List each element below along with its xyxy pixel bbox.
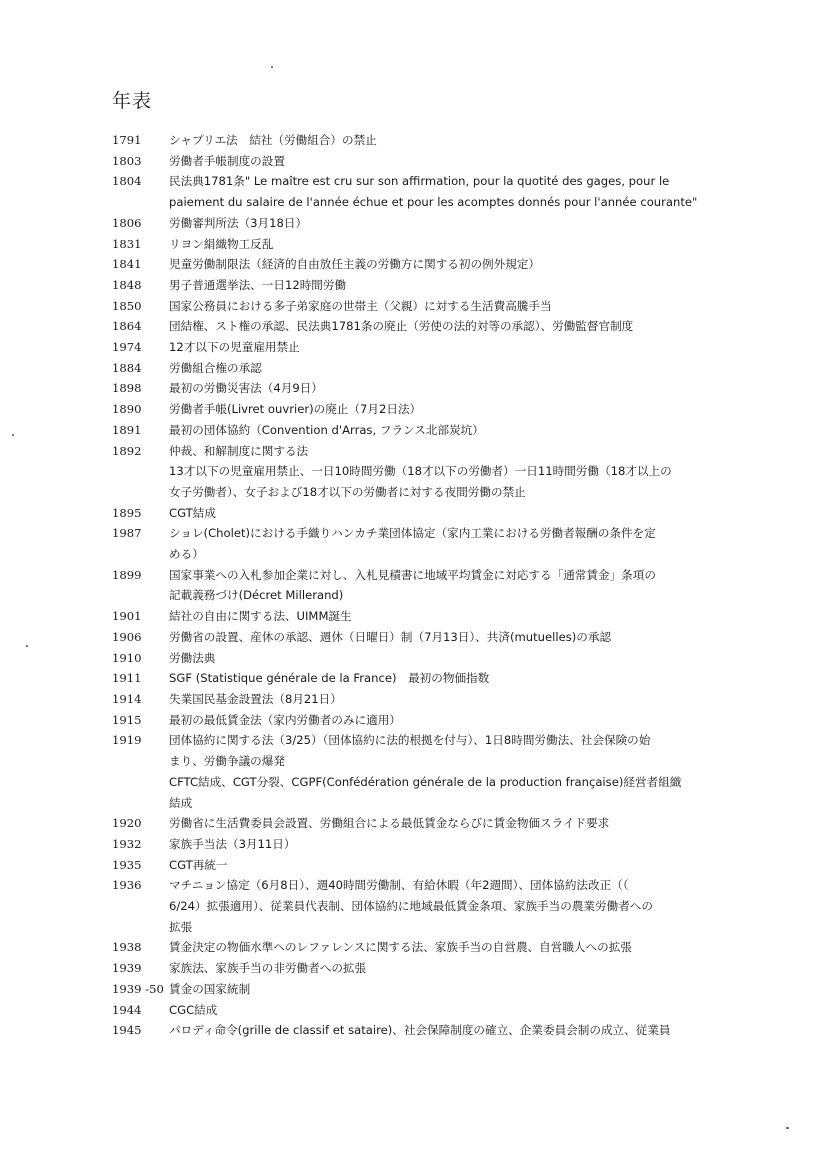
entry-line: 労働者手帳制度の設置 bbox=[169, 153, 285, 168]
scan-speck bbox=[786, 1127, 789, 1129]
entry-line: 結成 bbox=[169, 795, 193, 810]
entry-year: 1864 bbox=[112, 319, 142, 334]
timeline-entry bbox=[112, 130, 772, 151]
entry-text bbox=[169, 130, 772, 151]
timeline-entry bbox=[112, 275, 772, 296]
entry-text bbox=[169, 648, 772, 669]
entry-text bbox=[169, 813, 772, 834]
entry-year: 1935 bbox=[112, 857, 142, 872]
entry-year: 1938 bbox=[112, 940, 142, 955]
entry-line: 民法典1781条" Le maître est cru sur son affirmation, pour la quotité des gages, pour le bbox=[169, 174, 670, 189]
timeline-entry bbox=[112, 875, 772, 937]
entry-line: 最初の団体協約（Convention d'Arras, フランス北部炭坑） bbox=[169, 422, 484, 437]
entry-line: 団結権、スト権の承認、民法典1781条の廃止（労使の法的対等の承認）、労働監督官制度 bbox=[169, 319, 634, 334]
entry-year: 1831 bbox=[112, 236, 142, 251]
entry-line: 男子普通選挙法、一日12時間労働 bbox=[169, 277, 347, 292]
entry-line: 13才以下の児童雇用禁止、一日10時間労働（18才以下の労働者）一日11時間労働（18才以上の bbox=[169, 464, 672, 479]
entry-line: SGF (Statistique générale de la France) 最初の物価指数 bbox=[169, 671, 490, 686]
timeline-entry bbox=[112, 1000, 772, 1021]
entry-line: まり、労働争議の爆発 bbox=[169, 754, 285, 769]
entry-line: CFTC結成、CGT分裂、CGPF(Confédération générale de la production française)経営者組織 bbox=[169, 774, 682, 789]
entry-text bbox=[169, 565, 772, 606]
entry-text bbox=[169, 958, 772, 979]
entry-line: 国家事業への入札参加企業に対し、入札見積書に地域平均賃金に対応する「通常賃金」条項の bbox=[169, 567, 656, 582]
entry-text bbox=[169, 234, 772, 255]
entry-line: める） bbox=[169, 547, 204, 562]
entry-line: 労働法典 bbox=[169, 650, 216, 665]
entry-line: 仲裁、和解制度に関する法 bbox=[169, 443, 309, 458]
entry-line: パロディ命令(grille de classif et sataire)、社会保障制度の確立、企業委員会制の成立、従業員 bbox=[169, 1023, 671, 1038]
entry-line: シャプリエ法 結社（労働組合）の禁止 bbox=[169, 133, 377, 147]
entry-text bbox=[169, 1000, 772, 1021]
timeline-entry bbox=[112, 316, 772, 337]
entry-line: 最初の労働災害法（4月9日） bbox=[169, 381, 323, 396]
entry-line: 児童労働制限法（経済的自由放任主義の労働方に関する初の例外規定） bbox=[169, 257, 541, 272]
entry-year: 1791 bbox=[112, 133, 142, 147]
entry-year: 1895 bbox=[112, 505, 142, 520]
timeline-entry bbox=[112, 1020, 772, 1041]
timeline-entry bbox=[112, 213, 772, 234]
entry-text bbox=[169, 875, 772, 937]
entry-text bbox=[169, 1020, 772, 1041]
timeline-entry bbox=[112, 171, 772, 212]
page-title: 年表 bbox=[112, 90, 153, 112]
entry-text bbox=[169, 523, 772, 564]
timeline-entry bbox=[112, 689, 772, 710]
entry-line: マチニョン協定（6月8日）、週40時間労働制、有給休暇（年2週間）、団体協約法改正（（ bbox=[169, 878, 629, 893]
timeline-entry bbox=[112, 358, 772, 379]
entry-year: 1919 bbox=[112, 733, 142, 748]
timeline-entry bbox=[112, 420, 772, 441]
entry-text bbox=[169, 296, 772, 317]
entry-line: 労働審判所法（3月18日） bbox=[169, 215, 308, 230]
timeline-entry bbox=[112, 254, 772, 275]
entry-year: 1890 bbox=[112, 402, 142, 417]
entry-year: 1914 bbox=[112, 691, 142, 706]
entry-text bbox=[169, 316, 772, 337]
timeline-entry bbox=[112, 813, 772, 834]
entry-text bbox=[169, 441, 772, 503]
entry-line: 労働省に生活費委員会設置、労働組合による最低賃金ならびに賃金物価スライド要求 bbox=[169, 816, 610, 831]
entry-line: 拡張 bbox=[169, 919, 193, 934]
entry-text bbox=[169, 627, 772, 648]
entry-text bbox=[169, 378, 772, 399]
entry-year: 1932 bbox=[112, 836, 142, 851]
entry-text bbox=[169, 420, 772, 441]
entry-year: 1910 bbox=[112, 650, 142, 665]
timeline-entry bbox=[112, 937, 772, 958]
entry-year: 1939 bbox=[112, 961, 142, 976]
entry-text bbox=[169, 979, 772, 1000]
timeline-entry bbox=[112, 648, 772, 669]
entry-year: 1891 bbox=[112, 422, 142, 437]
entry-line: 12才以下の児童雇用禁止 bbox=[169, 340, 300, 355]
entry-year: 1906 bbox=[112, 629, 142, 644]
entry-line: CGT再統一 bbox=[169, 857, 228, 872]
entry-year: 1804 bbox=[112, 174, 142, 189]
entry-line: CGC結成 bbox=[169, 1002, 218, 1017]
timeline-entry bbox=[112, 296, 772, 317]
timeline-entry bbox=[112, 979, 772, 1000]
entry-year: 1920 bbox=[112, 816, 142, 831]
entry-year: 1939 -50 bbox=[112, 981, 164, 996]
entry-line: 女子労働者）、女子および18才以下の労働者に対する夜間労働の禁止 bbox=[169, 484, 526, 499]
entry-line: 6/24）拡張適用）、従業員代表制、団体協約に地域最低賃金条項、家族手当の農業労働者への bbox=[169, 899, 653, 914]
entry-text bbox=[169, 213, 772, 234]
entry-text bbox=[169, 668, 772, 689]
scan-speck bbox=[12, 434, 14, 436]
entry-text bbox=[169, 151, 772, 172]
entry-text bbox=[169, 503, 772, 524]
entry-year: 1884 bbox=[112, 360, 142, 375]
timeline-entry bbox=[112, 710, 772, 731]
entry-year: 1803 bbox=[112, 153, 142, 168]
timeline-entry bbox=[112, 234, 772, 255]
entry-text bbox=[169, 171, 772, 212]
entry-line: リヨン絹織物工反乱 bbox=[169, 236, 274, 251]
timeline-entry bbox=[112, 523, 772, 564]
entry-line: 最初の最低賃金法（家内労働者のみに適用） bbox=[169, 712, 401, 727]
entry-year: 1901 bbox=[112, 609, 142, 624]
entry-text bbox=[169, 730, 772, 813]
entry-line: 賃金の国家統制 bbox=[169, 981, 251, 996]
timeline-entry bbox=[112, 730, 772, 813]
entry-line: 労働組合権の承認 bbox=[169, 360, 262, 375]
entry-line: paiement du salaire de l'année échue et pour les acomptes donnés pour l'année courante" bbox=[169, 195, 698, 210]
scan-speck bbox=[26, 645, 28, 647]
entry-text bbox=[169, 937, 772, 958]
timeline-list bbox=[112, 130, 772, 1041]
entry-line: ショレ(Cholet)における手織りハンカチ業団体協定（家内工業における労働者報酬の条件を定 bbox=[169, 526, 656, 541]
timeline-entry bbox=[112, 503, 772, 524]
entry-line: 結社の自由に関する法、UIMM誕生 bbox=[169, 609, 352, 624]
timeline-entry bbox=[112, 606, 772, 627]
entry-year: 1911 bbox=[112, 671, 142, 686]
timeline-entry bbox=[112, 958, 772, 979]
entry-year: 1806 bbox=[112, 215, 142, 230]
entry-text bbox=[169, 855, 772, 876]
timeline-entry bbox=[112, 855, 772, 876]
entry-year: 1974 bbox=[112, 340, 142, 355]
entry-year: 1915 bbox=[112, 712, 142, 727]
entry-text bbox=[169, 254, 772, 275]
entry-line: 家族手当法（3月11日） bbox=[169, 836, 296, 851]
entry-text bbox=[169, 606, 772, 627]
entry-year: 1892 bbox=[112, 443, 142, 458]
scan-speck bbox=[271, 66, 273, 68]
entry-year: 1848 bbox=[112, 277, 142, 292]
entry-text bbox=[169, 689, 772, 710]
timeline-entry bbox=[112, 378, 772, 399]
entry-text bbox=[169, 710, 772, 731]
timeline-entry bbox=[112, 668, 772, 689]
entry-year: 1936 bbox=[112, 878, 142, 893]
entry-year: 1841 bbox=[112, 257, 142, 272]
entry-line: 記載義務づけ(Décret Millerand) bbox=[169, 588, 344, 603]
entry-year: 1850 bbox=[112, 298, 142, 313]
entry-line: 団体協約に関する法（3/25）（団体協約に法的根拠を付与）、1日8時間労働法、社会保険の始 bbox=[169, 733, 651, 748]
timeline-entry bbox=[112, 441, 772, 503]
entry-text bbox=[169, 337, 772, 358]
entry-text bbox=[169, 358, 772, 379]
timeline-entry bbox=[112, 627, 772, 648]
entry-line: 家族法、家族手当の非労働者への拡張 bbox=[169, 961, 367, 976]
entry-year: 1944 bbox=[112, 1002, 142, 1017]
timeline-entry bbox=[112, 151, 772, 172]
timeline-entry bbox=[112, 337, 772, 358]
entry-year: 1898 bbox=[112, 381, 142, 396]
entry-line: 賃金決定の物価水準へのレファレンスに関する法、家族手当の自営農、自営職人への拡張 bbox=[169, 940, 632, 955]
entry-text bbox=[169, 399, 772, 420]
timeline-entry bbox=[112, 399, 772, 420]
entry-line: 労働者手帳(Livret ouvrier)の廃止（7月2日法） bbox=[169, 402, 422, 417]
entry-year: 1987 bbox=[112, 526, 142, 541]
timeline-entry bbox=[112, 834, 772, 855]
entry-text bbox=[169, 834, 772, 855]
entry-line: 労働省の設置、産休の承認、週休（日曜日）制（7月13日）、共済(mutuelles)の承認 bbox=[169, 629, 612, 644]
entry-line: CGT結成 bbox=[169, 505, 216, 520]
entry-year: 1899 bbox=[112, 567, 142, 582]
timeline-entry bbox=[112, 565, 772, 606]
entry-line: 国家公務員における多子弟家庭の世帯主（父親）に対する生活費高騰手当 bbox=[169, 298, 552, 313]
entry-line: 失業国民基金設置法（8月21日） bbox=[169, 691, 342, 706]
entry-year: 1945 bbox=[112, 1023, 142, 1038]
entry-text bbox=[169, 275, 772, 296]
